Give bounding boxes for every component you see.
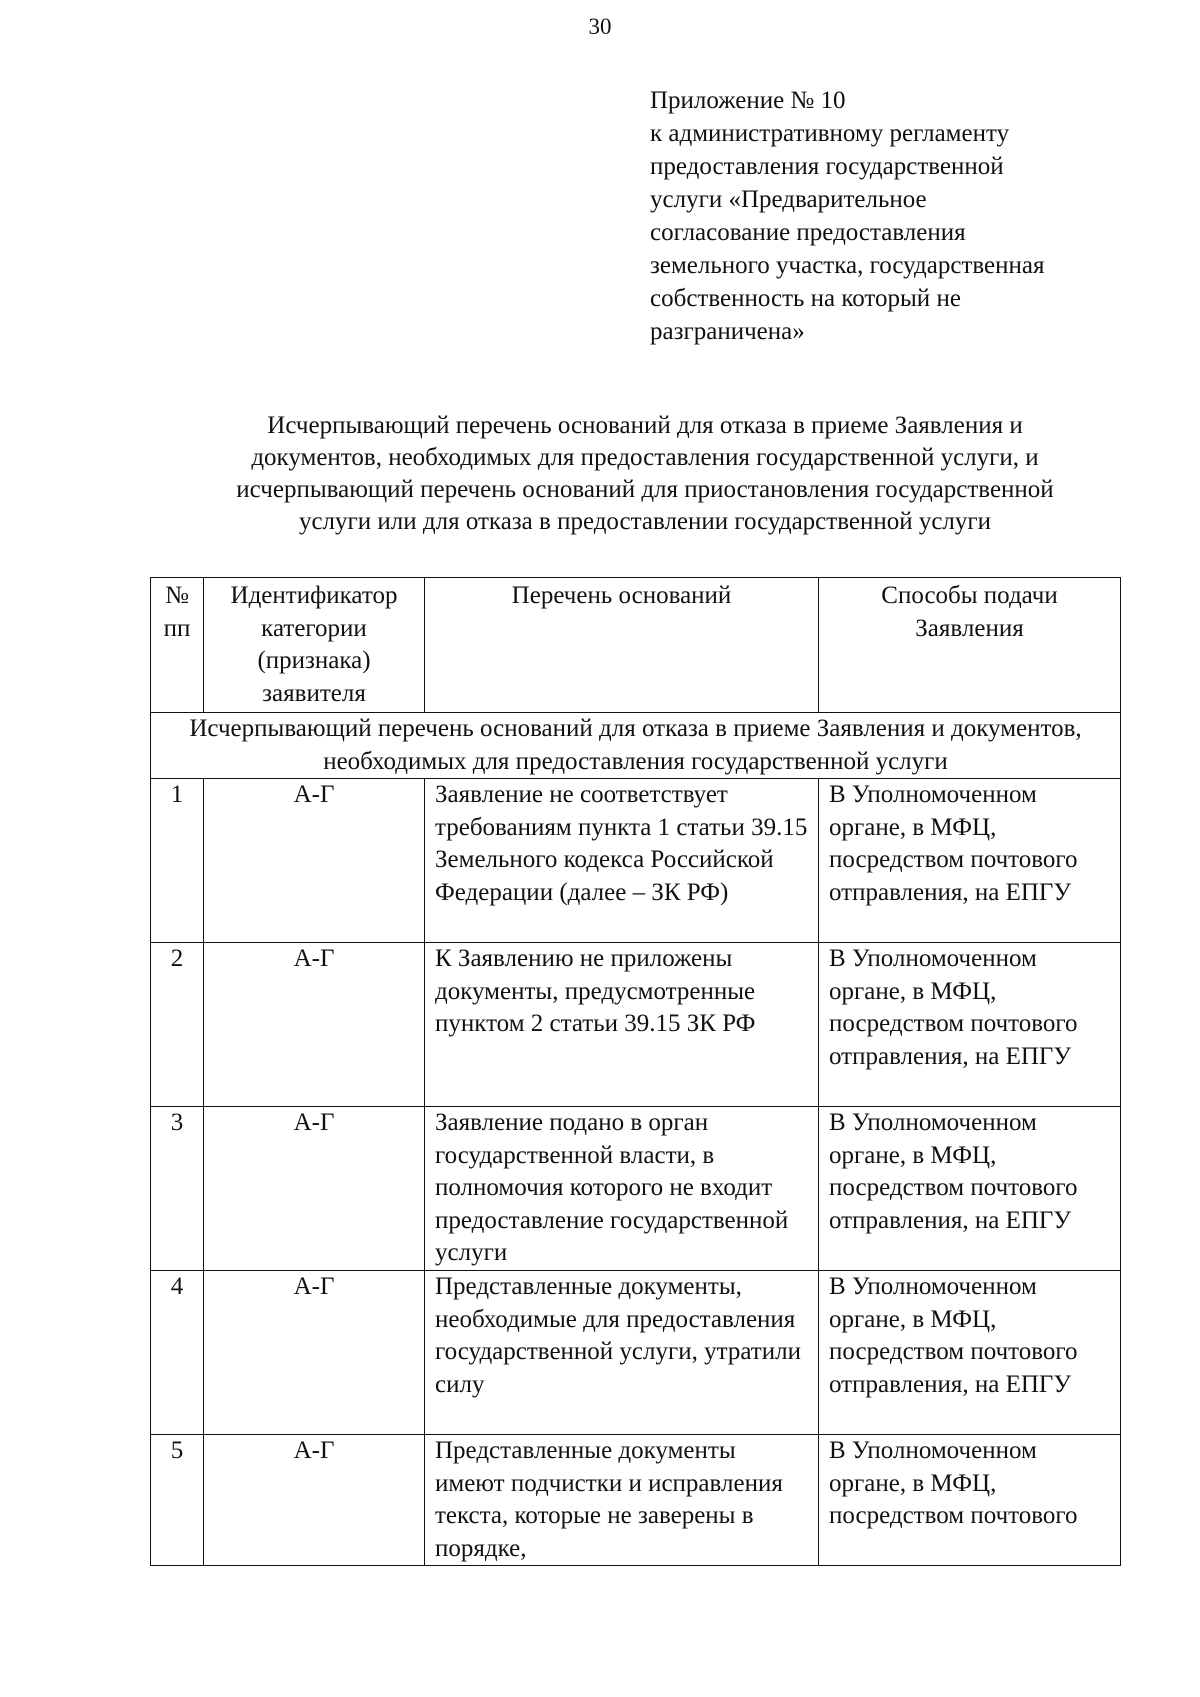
row-methods: В Уполномоченном органе, в МФЦ, посредством почтового отправления, на ЕПГУ xyxy=(819,1271,1121,1435)
appendix-line: к административному регламенту xyxy=(650,120,1010,147)
title-line: услуги или для отказа в предоставлении государственной услуги xyxy=(298,508,992,535)
title-line: документов, необходимых для предоставления государственной услуги, и xyxy=(251,444,1039,471)
row-methods: В Уполномоченном органе, в МФЦ, посредством почтового отправления, на ЕПГУ xyxy=(819,1107,1121,1271)
appendix-line: услуги «Предварительное xyxy=(650,186,927,213)
row-num: 5 xyxy=(151,1435,204,1566)
row-num: 4 xyxy=(151,1271,204,1435)
section-row xyxy=(151,713,1121,779)
appendix-line: предоставления государственной xyxy=(650,153,1004,180)
appendix-line: собственность на который не xyxy=(650,285,961,312)
appendix-heading xyxy=(650,84,1150,348)
row-num: 2 xyxy=(151,943,204,1107)
section-title: Исчерпывающий перечень оснований для отказа в приеме Заявления и документов, необходимых для предоставления государственной услуги xyxy=(151,713,1121,779)
title-line: исчерпывающий перечень оснований для приостановления государственной xyxy=(236,476,1054,503)
row-identifier: А-Г xyxy=(204,1435,425,1566)
page-number: 30 xyxy=(588,14,612,39)
document-title xyxy=(120,410,1170,538)
appendix-line: согласование предоставления xyxy=(650,219,966,246)
row-grounds: Заявление подано в орган государственной власти, в полномочия которого не входит предоставление государственной услуги xyxy=(425,1107,819,1271)
title-line: Исчерпывающий перечень оснований для отказа в приеме Заявления и xyxy=(267,412,1023,439)
table-header-row xyxy=(151,578,1121,713)
table-row xyxy=(151,1107,1121,1271)
header-num: № пп xyxy=(151,578,204,713)
row-identifier: А-Г xyxy=(204,1107,425,1271)
row-methods: В Уполномоченном органе, в МФЦ, посредством почтового отправления, на ЕПГУ xyxy=(819,779,1121,943)
appendix-line: земельного участка, государственная xyxy=(650,252,1045,279)
table-row xyxy=(151,779,1121,943)
row-methods: В Уполномоченном органе, в МФЦ, посредством почтового xyxy=(819,1435,1121,1566)
appendix-line: Приложение № 10 xyxy=(650,87,846,114)
table-row xyxy=(151,1435,1121,1566)
row-identifier: А-Г xyxy=(204,943,425,1107)
header-methods: Способы подачи Заявления xyxy=(819,578,1121,713)
row-identifier: А-Г xyxy=(204,1271,425,1435)
row-identifier: А-Г xyxy=(204,779,425,943)
appendix-line: разграничена» xyxy=(650,318,805,345)
table-row xyxy=(151,1271,1121,1435)
header-grounds: Перечень оснований xyxy=(425,578,819,713)
row-grounds: Представленные документы, необходимые для предоставления государственной услуги, утратили силу xyxy=(425,1271,819,1435)
table-row xyxy=(151,943,1121,1107)
row-num: 3 xyxy=(151,1107,204,1271)
row-grounds: К Заявлению не приложены документы, предусмотренные пунктом 2 статьи 39.15 ЗК РФ xyxy=(425,943,819,1107)
grounds-table xyxy=(150,577,1121,1566)
row-methods: В Уполномоченном органе, в МФЦ, посредством почтового отправления, на ЕПГУ xyxy=(819,943,1121,1107)
header-identifier: Идентификатор категории (признака) заявителя xyxy=(204,578,425,713)
row-grounds: Представленные документы имеют подчистки и исправления текста, которые не заверены в порядке, xyxy=(425,1435,819,1566)
row-grounds: Заявление не соответствует требованиям пункта 1 статьи 39.15 Земельного кодекса Российской Федерации (далее – ЗК РФ) xyxy=(425,779,819,943)
row-num: 1 xyxy=(151,779,204,943)
